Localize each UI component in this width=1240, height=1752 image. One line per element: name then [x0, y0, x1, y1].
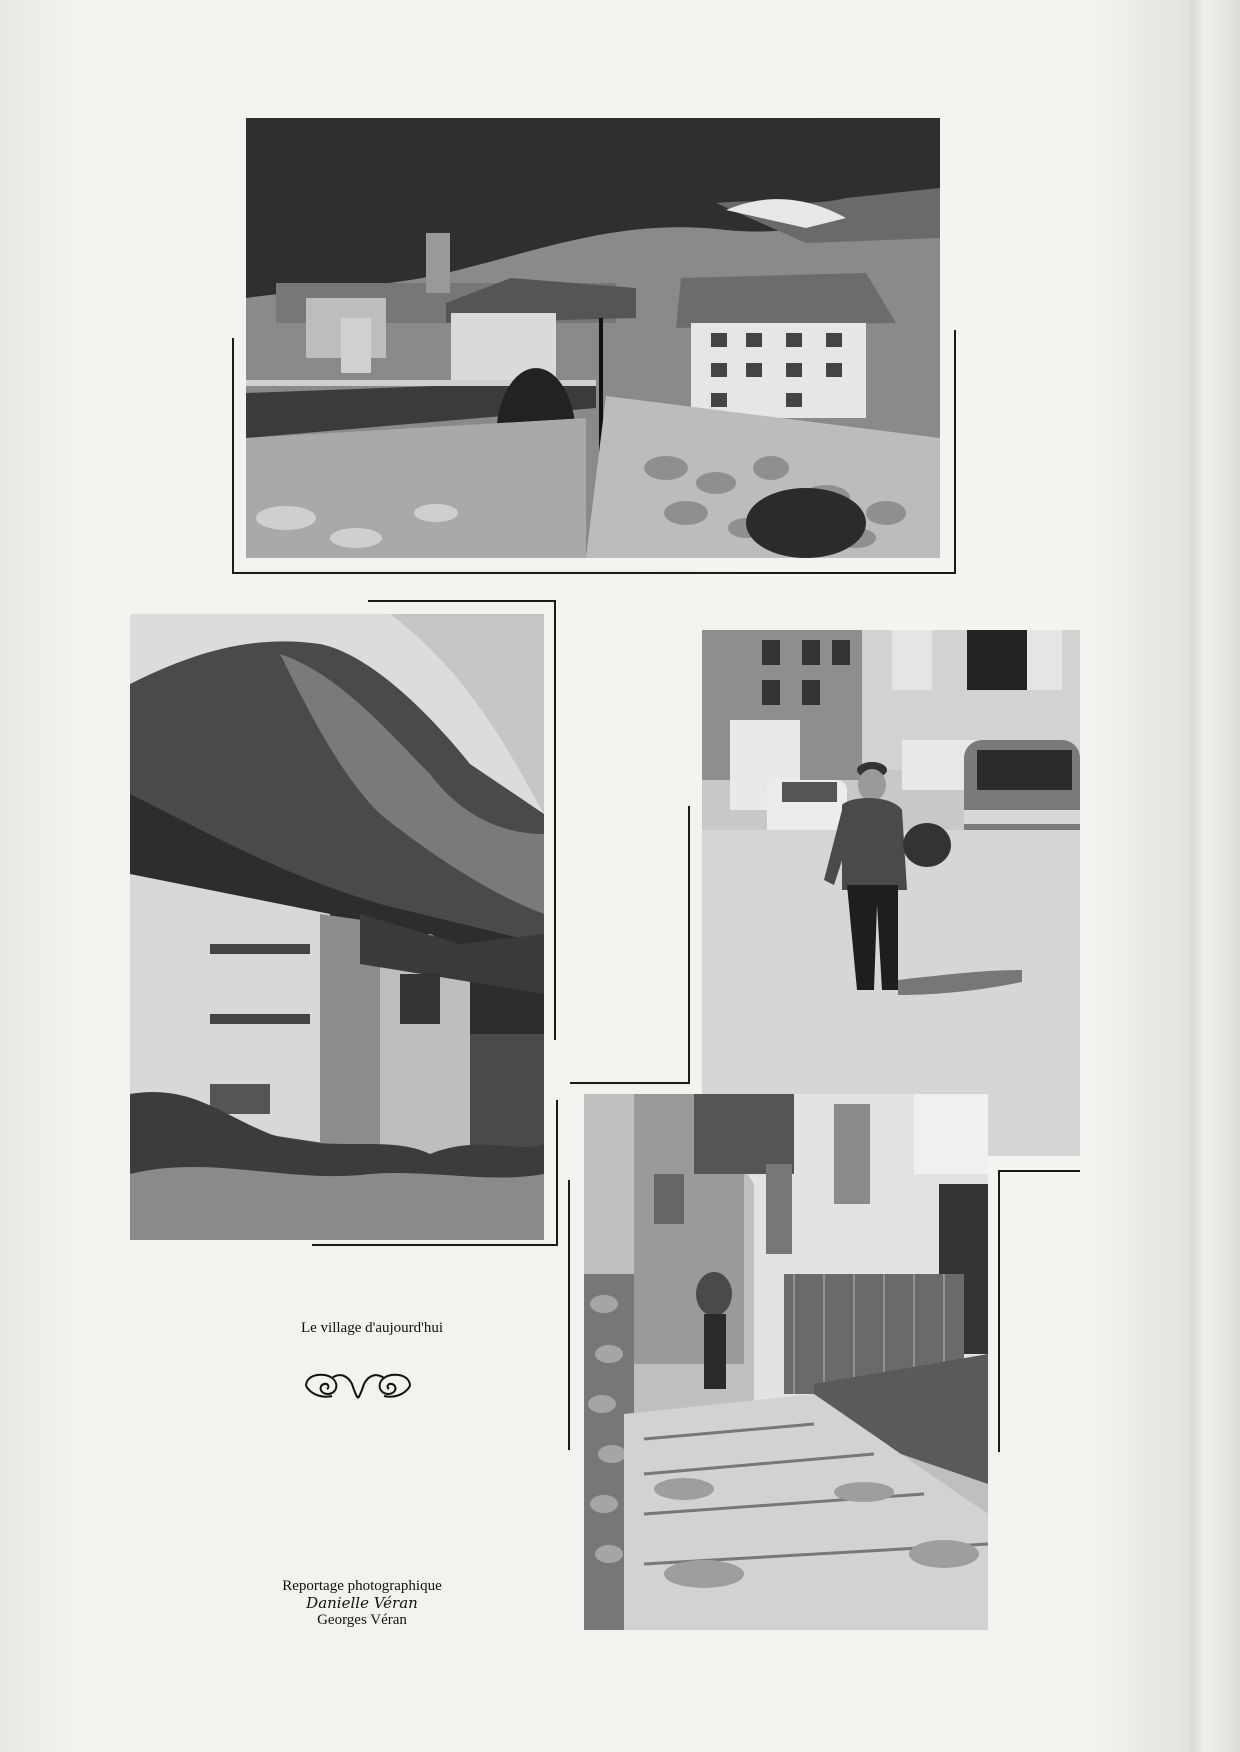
reportage-label: Reportage photographique: [282, 1578, 442, 1594]
photo-frame-line: [556, 1100, 558, 1246]
village-caption: Le village d'aujourd'hui: [300, 1320, 444, 1336]
man-with-basket-photo: [702, 630, 1080, 1156]
photo-credits: [232, 1578, 492, 1629]
photo-frame-line: [1000, 1170, 1080, 1172]
photo-frame-line: [570, 1082, 690, 1084]
photo-frame-line: [232, 572, 956, 574]
scroll-ornament-icon: [302, 1366, 414, 1402]
photo-frame-line: [998, 1170, 1000, 1452]
stone-steps-alley-photo: [584, 1094, 988, 1630]
photo-frame-line: [312, 1244, 558, 1246]
photo-frame-line: [954, 330, 956, 574]
photo-frame-line: [568, 1180, 570, 1450]
photo-frame-line: [688, 806, 690, 1082]
photo-frame-line: [368, 600, 556, 602]
photo-frame-line: [554, 600, 556, 1040]
mountain-houses-photo: [130, 614, 544, 1240]
village-river-bridge-photo: [246, 118, 940, 558]
book-spine: [1190, 0, 1240, 1752]
photographer-signature: Danielle Véran: [306, 1594, 418, 1612]
photo-frame-line: [232, 338, 234, 574]
photographer-name: Georges Véran: [317, 1612, 407, 1628]
